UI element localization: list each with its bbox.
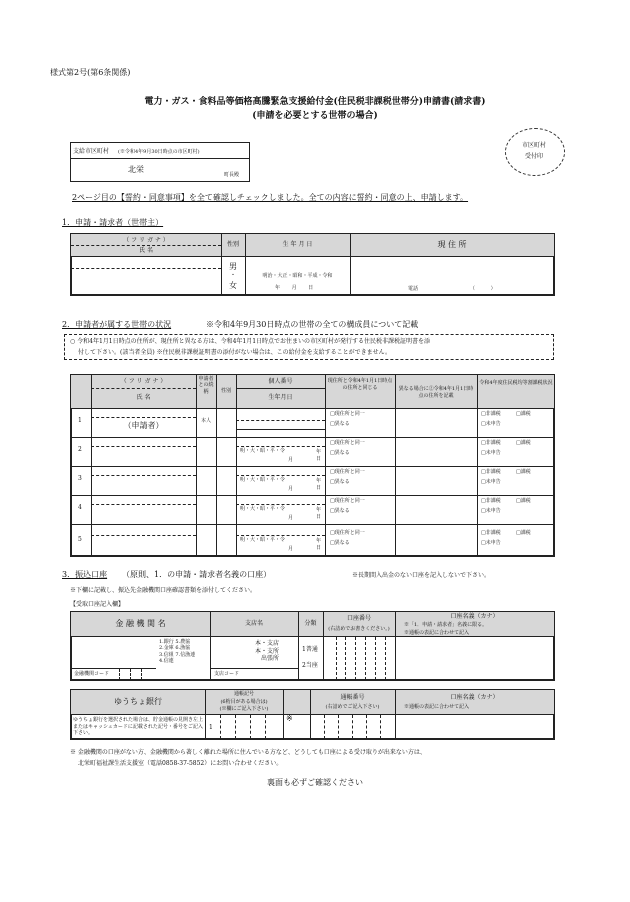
municipality-label: 支給市区町村: [73, 148, 110, 155]
nontax-checkbox[interactable]: □非課税: [481, 498, 501, 504]
same-address-checkbox[interactable]: □現住所と同一: [330, 530, 365, 536]
s2-name-header: 氏 名: [136, 394, 151, 401]
dob-year-day: 年日: [316, 478, 322, 491]
dob-month: 月: [288, 486, 294, 492]
nontax-checkbox[interactable]: □非課税: [481, 411, 501, 417]
s2-diff-header: 異なる場合に②令和4年1月1日時点の住所を記載: [398, 386, 474, 399]
yucho-number-header: 通帳番号: [340, 694, 365, 701]
dob-eras[interactable]: 明・大・昭・平・令: [240, 506, 286, 512]
notice-line2: 付して下さい。(該当者全員) ※住民税非課税証明書の添付がない場合は、この給付金を支給することができません。: [78, 349, 391, 356]
s1-tel-paren[interactable]: （ ）: [470, 286, 496, 292]
municipality-name[interactable]: 北栄: [128, 165, 144, 174]
yucho-mark: ※: [286, 714, 293, 723]
s1-address-header: 現 住 所: [437, 240, 467, 249]
section3-note: ※下欄に記載し、振込先金融機関口座確認書類を添付してください。: [70, 587, 257, 594]
s1-era-options[interactable]: 明治・大正・昭和・平成・令和: [262, 273, 333, 279]
row-number: 5: [78, 536, 82, 543]
same-address-checkbox[interactable]: □現住所と同一: [330, 469, 365, 475]
dob-eras[interactable]: 明・大・昭・平・令: [240, 537, 286, 543]
row-number: 1: [78, 417, 82, 424]
dob-year-day: 年日: [316, 507, 322, 520]
yucho-holder-note: ※通帳の表記に合わせて記入: [404, 704, 470, 710]
section3-heading: 3．振込口座: [62, 570, 108, 579]
bank-code-label: 金融機関コード: [74, 671, 110, 677]
gender-separator: ・: [229, 272, 236, 279]
nontax-checkbox[interactable]: □非課税: [481, 530, 501, 536]
branch-header: 支店名: [244, 620, 263, 627]
form-number: 様式第2号(第6条関係): [50, 68, 131, 77]
s2-address-header: 現住所と令和4年1月1日時点の住所と同じる: [327, 378, 393, 391]
section2-heading: 2．申請者が属する世帯の状況: [62, 320, 172, 329]
s1-tel-label: 電話: [408, 286, 419, 292]
taxed-checkbox[interactable]: □課税: [516, 440, 531, 446]
same-address-checkbox[interactable]: □現住所と同一: [330, 411, 365, 417]
s1-furigana-header: （ フ リ ガ ナ ）: [123, 237, 169, 244]
s1-name-header: 氏 名: [139, 247, 153, 254]
s2-tax-header: 令和4年度住民税均等割課税状況: [479, 380, 553, 386]
account-no-header: 口座番号: [346, 615, 371, 622]
undeclared-checkbox[interactable]: □未申告: [481, 479, 501, 485]
diff-address-checkbox[interactable]: □異なる: [330, 540, 350, 546]
s1-ymd: 年 月 日: [275, 285, 314, 291]
nontax-checkbox[interactable]: □非課税: [481, 440, 501, 446]
gender-male-option[interactable]: 男: [229, 262, 237, 271]
dob-month: 月: [288, 546, 294, 552]
applicant-label: （申請者）: [123, 421, 164, 430]
s2-gender-header: 性別: [220, 388, 231, 394]
stamp-line2: 受付印: [524, 153, 543, 160]
reception-stamp-circle: [505, 128, 565, 176]
taxed-checkbox[interactable]: □課税: [516, 530, 531, 536]
yucho-number-note: (右詰めでご記入下さい): [325, 704, 380, 710]
bank-section-label: 【受取口座記入欄】: [70, 601, 125, 608]
branch-code-label: 支店コード: [214, 671, 240, 677]
branch-type-options[interactable]: 本・支店 本・支所 出張所: [255, 640, 280, 662]
consent-line[interactable]: 2ページ目の【誓約・同意事項】を全て確認しチェックしました。全ての内容に誓約・同意の上、申請します。: [72, 193, 469, 202]
holder-note1: ※「1．申請・請求者」名義に限る。: [404, 622, 488, 628]
yucho-note: ゆうちょ銀行を選択された場合は、貯金通帳の見開き左上またはキャッシュカードに記載された記号・番号をご記入下さい。: [73, 717, 204, 736]
s2-dob-header: 生年月日: [268, 394, 293, 401]
row-number: 2: [78, 446, 82, 453]
row-number: 4: [78, 504, 82, 511]
category-header: 分類: [304, 620, 317, 627]
form-title: 電力・ガス・食料品等価格高騰緊急支援給付金(住民税非課税世帯分)申請書(請求書): [144, 97, 486, 107]
gender-female-option[interactable]: 女: [229, 281, 237, 290]
stamp-line1: 市区町村: [521, 142, 546, 149]
same-address-checkbox[interactable]: □現住所と同一: [330, 498, 365, 504]
yucho-symbol-prefix: 1: [209, 724, 213, 731]
nontax-checkbox[interactable]: □非課税: [481, 469, 501, 475]
bank-type-options[interactable]: 1.銀行 5.農協 2.金庫 6.漁協 3.信組 7.信漁連 4.信連: [159, 639, 196, 664]
dob-eras[interactable]: 明・大・昭・平・令: [240, 477, 286, 483]
undeclared-checkbox[interactable]: □未申告: [481, 450, 501, 456]
diff-address-checkbox[interactable]: □異なる: [330, 508, 350, 514]
diff-address-checkbox[interactable]: □異なる: [330, 421, 350, 427]
notice-line1: ○ 令和4年1月1日時点の住所が、現住所と異なる方は、令和4年1月1日時点でお住まいの市区町村が発行する住民税非課税証明書を添: [70, 338, 431, 345]
section1-heading: 1．申請・請求者（世帯主）: [62, 218, 164, 227]
taxed-checkbox[interactable]: □課税: [516, 469, 531, 475]
taxed-checkbox[interactable]: □課税: [516, 411, 531, 417]
diff-address-checkbox[interactable]: □異なる: [330, 450, 350, 456]
s1-dob-header: 生 年 月 日: [282, 241, 313, 248]
bank-name-header: 金 融 機 関 名: [115, 619, 166, 628]
dob-year-day: 年日: [316, 538, 322, 551]
undeclared-checkbox[interactable]: □未申告: [481, 508, 501, 514]
same-address-checkbox[interactable]: □現住所と同一: [330, 440, 365, 446]
account-hint: (右詰めでお書きください。): [328, 626, 390, 632]
yucho-holder-header: 口座名義（カナ）: [450, 694, 499, 701]
yucho-symbol-note: (6桁目がある場合は): [220, 699, 268, 705]
footnote1: ※ 金融機関の口座がない方、金融機関から著しく離れた場所に住んでいる方など、どうしても口座による受け取りが出来ない方は、: [70, 749, 426, 756]
relation-self: 本人: [200, 418, 211, 424]
footnote2: 北栄町福祉課生活支援室（電話0858-37-5852）にお問い合わせください。: [78, 760, 283, 767]
undeclared-checkbox[interactable]: □未申告: [481, 421, 501, 427]
holder-header: 口座名義（カナ）: [450, 613, 499, 620]
toza-option[interactable]: 2当座: [302, 662, 318, 669]
yucho-header: ゆうちょ銀行: [114, 697, 162, 706]
taxed-checkbox[interactable]: □課税: [516, 498, 531, 504]
diff-address-checkbox[interactable]: □異なる: [330, 479, 350, 485]
dob-eras[interactable]: 明・大・昭・平・令: [240, 448, 286, 454]
form-subtitle: (申請を必要とする世帯の場合): [252, 111, 378, 121]
section2-note: ※令和4年9月30日時点の世帯の全ての構成員について記載: [206, 320, 419, 329]
section3-heading-mid: （原則、1．の申請・請求者名義の口座）: [122, 570, 272, 579]
s2-furigana-header: （ フ リ ガ ナ ）: [120, 378, 167, 385]
s2-relation-header: 申請者との続柄: [198, 376, 214, 395]
dob-month: 月: [288, 457, 294, 463]
dob-month: 月: [288, 515, 294, 521]
s2-id-header: 個人番号: [268, 378, 293, 385]
holder-note2: ※通帳の表記に合わせて記入: [404, 630, 470, 636]
s1-gender-header: 性別: [226, 241, 239, 248]
municipality-suffix: 町長殿: [224, 172, 240, 178]
dob-year-day: 年日: [316, 449, 322, 462]
back-note: 裏面も必ずご確認ください: [267, 778, 363, 787]
undeclared-checkbox[interactable]: □未申告: [481, 540, 501, 546]
section3-heading-note: ※長期間入出金のない口座を記入しないで下さい。: [352, 572, 491, 579]
yucho-symbol-header: 通帳記号: [233, 691, 254, 697]
municipality-note: (※令和4年9月30日時点の市区町村): [118, 149, 200, 155]
row-number: 3: [78, 475, 82, 482]
yucho-symbol-note2: (※欄にご記入下さい): [219, 706, 269, 712]
futsu-option[interactable]: 1普通: [302, 646, 318, 653]
